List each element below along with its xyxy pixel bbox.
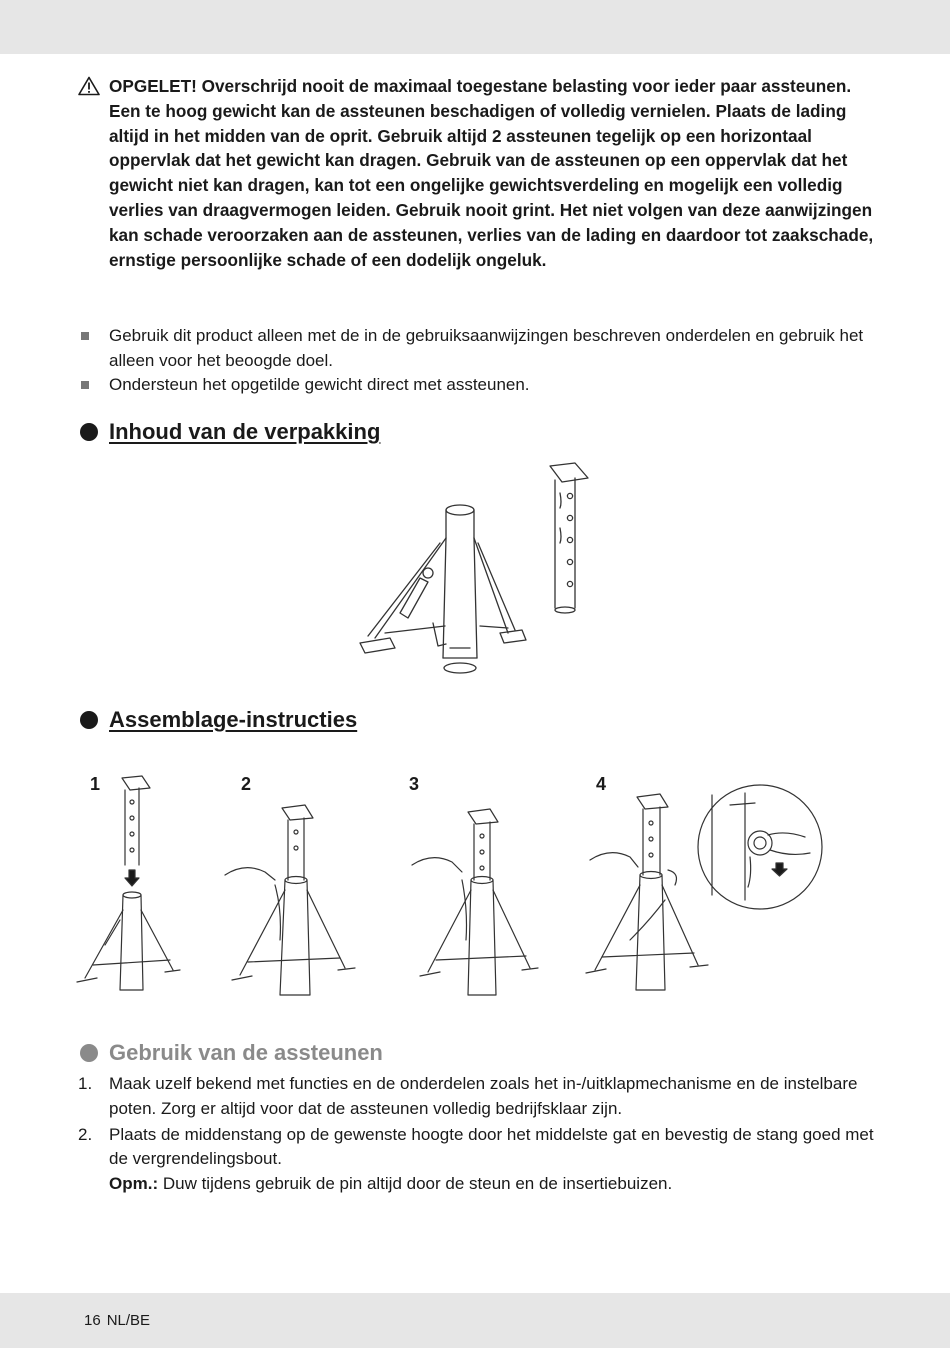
square-bullet-icon	[81, 381, 89, 389]
section-heading-usage: Gebruik van de assteunen	[80, 1040, 383, 1066]
step-number: 4	[596, 774, 607, 794]
page-number: 16	[84, 1312, 101, 1329]
usage-steps-list	[78, 1072, 878, 1198]
page-footer	[84, 1312, 156, 1329]
step-number: 2	[241, 774, 252, 794]
assembly-step-1-illustration	[75, 770, 190, 1005]
safety-bullets	[80, 324, 880, 398]
bullet-dot-icon	[80, 1044, 98, 1062]
assembly-step-4-illustration	[580, 775, 830, 1005]
step-number: 3	[409, 774, 420, 794]
axle-stand-base	[360, 505, 526, 673]
list-item: Gebruik dit product alleen met de in de gebruiksaanwijzingen beschreven onderdelen en gebruik het alleen voor het beoogde doel.	[80, 324, 880, 373]
step-number: 1	[90, 774, 101, 794]
language-code: NL/BE	[106, 1312, 151, 1329]
bullet-dot-icon	[80, 711, 98, 729]
note: Opm.: Duw tijdens gebruik de pin altijd door de steun en de insertiebuizen.	[109, 1174, 673, 1194]
assembly-step-3-illustration	[410, 800, 545, 1005]
contents-illustration	[350, 458, 610, 683]
list-item: 2. Plaats de middenstang op de gewenste hoogte door het middelste gat en bevestig de stang goed met de vergrendelingsbout. Opm.: Duw tijdens gebruik de pin altijd door de steun en de insertiebuizen.	[78, 1123, 878, 1197]
warning-text: OPGELET! Overschrijd nooit de maximaal toegestane belasting voor ieder paar assteunen. Een te hoog gewicht kan de assteunen beschadigen of volledig vernielen. Plaats de lading altijd in het midden van de oprit. Gebruik altijd 2 assteunen tegelijk op een horizontaal oppervlak dat het gewicht kan dragen. Gebruik van de assteunen op een oppervlak dat het gewicht niet kan dragen, kan tot een ongelijke gewichtsverdeling en mogelijk een volledig verlies van draagvermogen leiden. Gebruik nooit grint. Het niet volgen van deze aanwijzingen kan schade veroorzaken aan de assteunen, verlies van de lading en daardoor tot zaakschade, ernstige persoonlijke schade of een dodelijk ongeluk.	[109, 76, 874, 270]
section-heading-contents: Inhoud van de verpakking	[80, 419, 380, 445]
center-column	[550, 463, 588, 613]
header-band	[0, 0, 950, 54]
warning-triangle-icon	[78, 76, 100, 96]
square-bullet-icon	[81, 332, 89, 340]
list-item: 1. Maak uzelf bekend met functies en de onderdelen zoals het in-/uitklapmechanisme en de instelbare poten. Zorg er altijd voor dat de assteunen volledig bedrijfsklaar zijn.	[78, 1074, 858, 1118]
assembly-step-2-illustration	[220, 800, 360, 1005]
list-item: Ondersteun het opgetilde gewicht direct met assteunen.	[80, 373, 880, 398]
section-heading-assembly: Assemblage-instructies	[80, 707, 357, 733]
bullet-dot-icon	[80, 423, 98, 441]
